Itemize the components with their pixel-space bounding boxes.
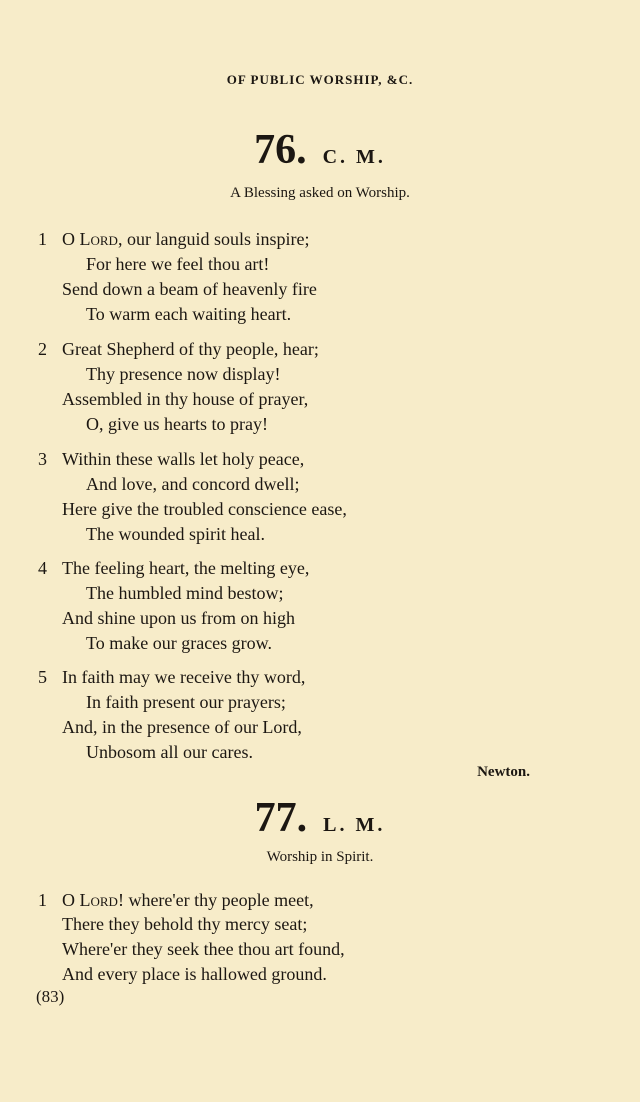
verse-line: Here give the troubled conscience ease, xyxy=(62,499,347,519)
verse-line: And every place is hallowed ground. xyxy=(62,964,327,984)
verse-number: 1 xyxy=(38,890,47,910)
running-head: OF PUBLIC WORSHIP, &C. xyxy=(226,72,414,87)
verse-line: Thy presence now display! xyxy=(86,364,281,384)
verse-line: And shine upon us from on high xyxy=(62,608,295,628)
verse-number: 1 xyxy=(38,229,47,249)
verse-number: 3 xyxy=(38,449,47,469)
hymn-76-heading xyxy=(0,126,640,174)
verse-line: In faith present our prayers; xyxy=(86,692,286,712)
verse-line: Send down a beam of heavenly fire xyxy=(62,279,317,299)
verse-line: Great Shepherd of thy people, hear; xyxy=(62,339,319,359)
verse-line: Within these walls let holy peace, xyxy=(62,449,305,469)
verse-line: And, in the presence of our Lord, xyxy=(62,717,302,737)
verse-line: In faith may we receive thy word, xyxy=(62,667,306,687)
verse-line: O, give us hearts to pray! xyxy=(86,414,268,434)
verse-line: For here we feel thou art! xyxy=(86,254,270,274)
verse-line: The feeling heart, the melting eye, xyxy=(62,558,310,578)
hymn-meter: L. M. xyxy=(323,814,386,836)
verse-line: The wounded spirit heal. xyxy=(86,524,265,544)
verse-line: Unbosom all our cares. xyxy=(86,742,253,762)
verse-line: O Lord! where'er thy people meet, xyxy=(62,890,314,910)
verse-line: To make our graces grow. xyxy=(86,633,273,653)
verse-number: 5 xyxy=(38,667,47,687)
verse-line: The humbled mind bestow; xyxy=(86,583,284,603)
hymn-title: Worship in Spirit. xyxy=(266,849,374,865)
verse-line: O Lord, our languid souls inspire; xyxy=(62,229,310,249)
verse-line: And love, and concord dwell; xyxy=(86,474,300,494)
hymn-77-heading xyxy=(0,794,640,842)
verse-line: There they behold thy mercy seat; xyxy=(62,914,308,934)
hymn-author: Newton. xyxy=(477,764,530,780)
hymn-title: A Blessing asked on Worship. xyxy=(230,185,410,201)
hymn-number: 77. xyxy=(254,795,308,841)
page-number: (83) xyxy=(36,987,65,1006)
verse-line: Where'er they seek thee thou art found, xyxy=(62,939,345,959)
hymn-number: 76. xyxy=(254,127,307,173)
hymn-meter: C. M. xyxy=(322,146,386,168)
verse-number: 4 xyxy=(38,558,47,578)
verse-number: 2 xyxy=(38,339,47,359)
verse-line: Assembled in thy house of prayer, xyxy=(62,389,309,409)
verse-line: To warm each waiting heart. xyxy=(86,304,292,324)
